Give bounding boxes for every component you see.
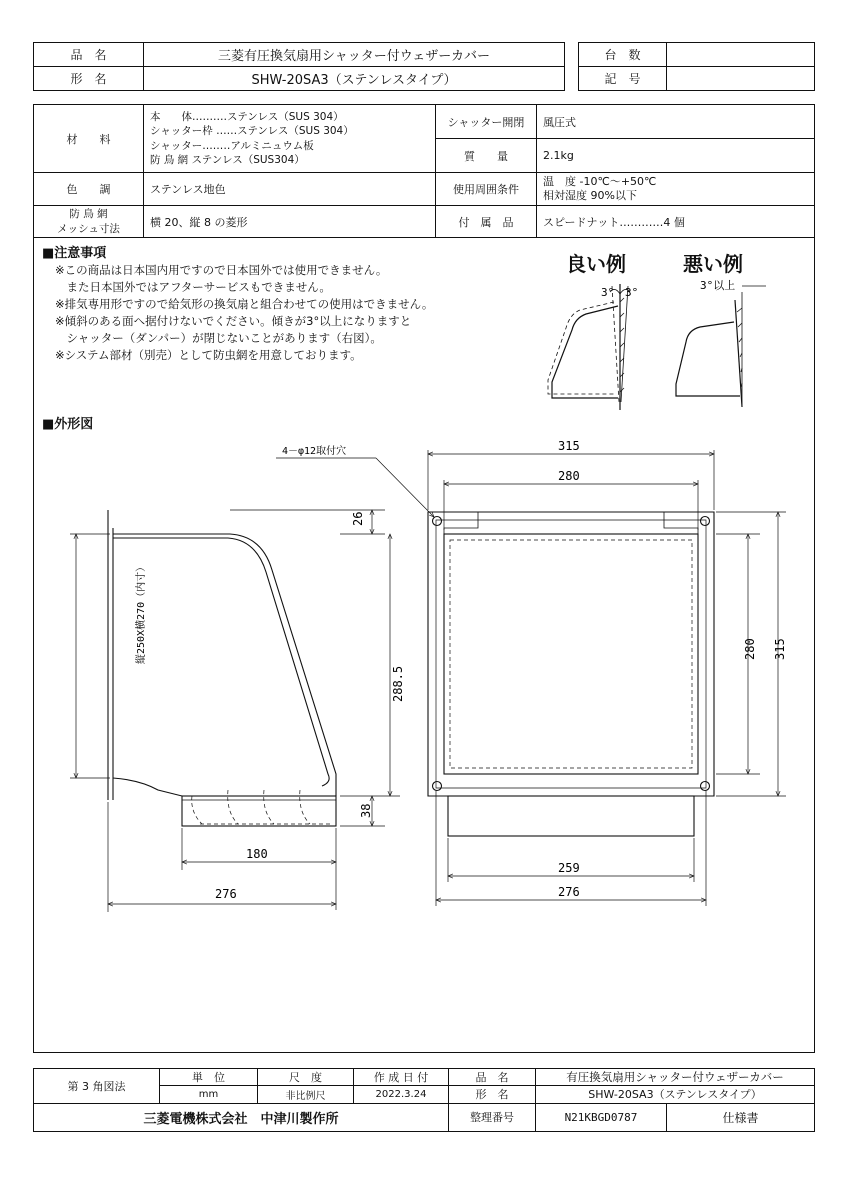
side-view xyxy=(108,510,336,826)
front-view xyxy=(428,512,714,836)
mesh-value: 横 20、縦 8 の菱形 xyxy=(144,206,436,238)
scale-value: 非比例尺 xyxy=(258,1086,354,1103)
shutter-label: シャッター開閉 xyxy=(436,105,537,139)
unit-value: mm xyxy=(160,1086,258,1103)
dim-276-bottom: 276 xyxy=(558,885,580,899)
product-label: 品 名 xyxy=(34,43,144,67)
product-name: 三菱有圧換気扇用シャッター付ウェザーカバー xyxy=(144,43,565,67)
dim-315-top: 315 xyxy=(558,439,580,453)
notes-title: ■注意事項 xyxy=(42,246,107,261)
doc-no-value: N21KBGD0787 xyxy=(536,1103,667,1131)
material-cell xyxy=(144,105,436,173)
mass-value: 2.1kg xyxy=(537,139,815,173)
good-angle-left: 3° xyxy=(601,286,615,299)
env-line: 相対湿度 90%以下 xyxy=(543,189,637,202)
note-line: シャッター（ダンパー）が閉じないことがあります（右図）。 xyxy=(55,331,382,345)
accessory-value: スピードナット‥‥‥‥‥‥4 個 xyxy=(537,206,815,238)
note-line: ※傾斜のある面へ据付けないでください。傾きが3°以上になりますと xyxy=(55,314,412,328)
mesh-label xyxy=(34,206,144,238)
note-line: ※システム部材（別売）として防虫網を用意しております。 xyxy=(55,348,362,362)
material-line: シャッター‥‥‥‥アルミニュウム板 xyxy=(150,139,314,152)
mass-label: 質 量 xyxy=(436,139,537,173)
note-line: また日本国外ではアフターサービスもできません。 xyxy=(55,280,331,294)
mark-value xyxy=(667,67,815,91)
unit-label: 単 位 xyxy=(160,1069,258,1086)
dim-280-right: 280 xyxy=(743,638,757,660)
material-line: シャッター枠 ‥‥‥ステンレス（SUS 304） xyxy=(150,125,354,137)
dim-288-5: 288.5 xyxy=(391,665,405,702)
drawing-title: ■外形図 xyxy=(42,417,94,432)
color-label: 色 調 xyxy=(34,173,144,206)
dim-38: 38 xyxy=(359,803,373,818)
install-example-diagram xyxy=(530,272,800,422)
accessory-label: 付 属 品 xyxy=(436,206,537,238)
dim-276-side: 276 xyxy=(215,887,237,901)
color-value: ステンレス地色 xyxy=(144,173,436,206)
dim-259: 259 xyxy=(558,861,580,875)
doc-type: 仕様書 xyxy=(667,1103,815,1131)
good-angle-right: 3° xyxy=(625,286,639,299)
outline-drawing xyxy=(40,430,800,930)
note-line: ※排気専用形ですので給気形の換気扇と組合わせての使用はできません。 xyxy=(55,297,434,311)
shutter-value: 風圧式 xyxy=(537,105,815,139)
mesh-label-line: メッシュ寸法 xyxy=(57,222,120,235)
model-label: 形 名 xyxy=(34,67,144,91)
notes-list xyxy=(55,262,433,364)
good-example-title: 良い例 xyxy=(566,252,626,276)
footer-model-name: SHW-20SA3（ステンレスタイプ） xyxy=(536,1086,815,1103)
footer-model-label: 形 名 xyxy=(449,1086,536,1103)
footer-table xyxy=(33,1068,815,1132)
spec-table xyxy=(33,104,815,238)
company-name: 三菱電機株式会社 中津川製作所 xyxy=(34,1103,449,1131)
doc-no-label: 整理番号 xyxy=(449,1103,536,1131)
model-name: SHW-20SA3（ステンレスタイプ） xyxy=(144,67,565,91)
qty-table xyxy=(578,42,815,91)
date-value: 2022.3.24 xyxy=(354,1086,449,1103)
date-label: 作 成 日 付 xyxy=(354,1069,449,1086)
env-cell xyxy=(537,173,815,206)
bad-angle: 3°以上 xyxy=(700,279,736,292)
env-line: 温 度 -10℃～+50℃ xyxy=(543,175,657,188)
mark-label: 記 号 xyxy=(579,67,667,91)
dim-26: 26 xyxy=(351,511,365,526)
mesh-label-line: 防 鳥 網 xyxy=(69,207,108,220)
projection-method: 第 3 角図法 xyxy=(34,1069,160,1104)
footer-product-name: 有圧換気扇用シャッター付ウェザーカバー xyxy=(536,1069,815,1086)
scale-label: 尺 度 xyxy=(258,1069,354,1086)
note-line: ※この商品は日本国内用ですので日本国外では使用できません。 xyxy=(55,263,388,277)
header-table xyxy=(33,42,565,91)
dim-315-right: 315 xyxy=(773,638,787,660)
bad-example-title: 悪い例 xyxy=(683,252,743,276)
footer-product-label: 品 名 xyxy=(449,1069,536,1086)
hole-note: 4－φ12取付穴 xyxy=(282,446,347,457)
material-line: 本 体‥‥‥‥‥ステンレス（SUS 304） xyxy=(150,110,344,123)
material-label: 材 料 xyxy=(34,105,144,173)
inner-size: 縦250X横270（内寸） xyxy=(136,561,147,664)
material-line: 防 鳥 網 ステンレス（SUS304） xyxy=(150,154,305,166)
env-label: 使用周囲条件 xyxy=(436,173,537,206)
dim-180: 180 xyxy=(246,847,268,861)
qty-value xyxy=(667,43,815,67)
qty-label: 台 数 xyxy=(579,43,667,67)
dim-280-top: 280 xyxy=(558,469,580,483)
